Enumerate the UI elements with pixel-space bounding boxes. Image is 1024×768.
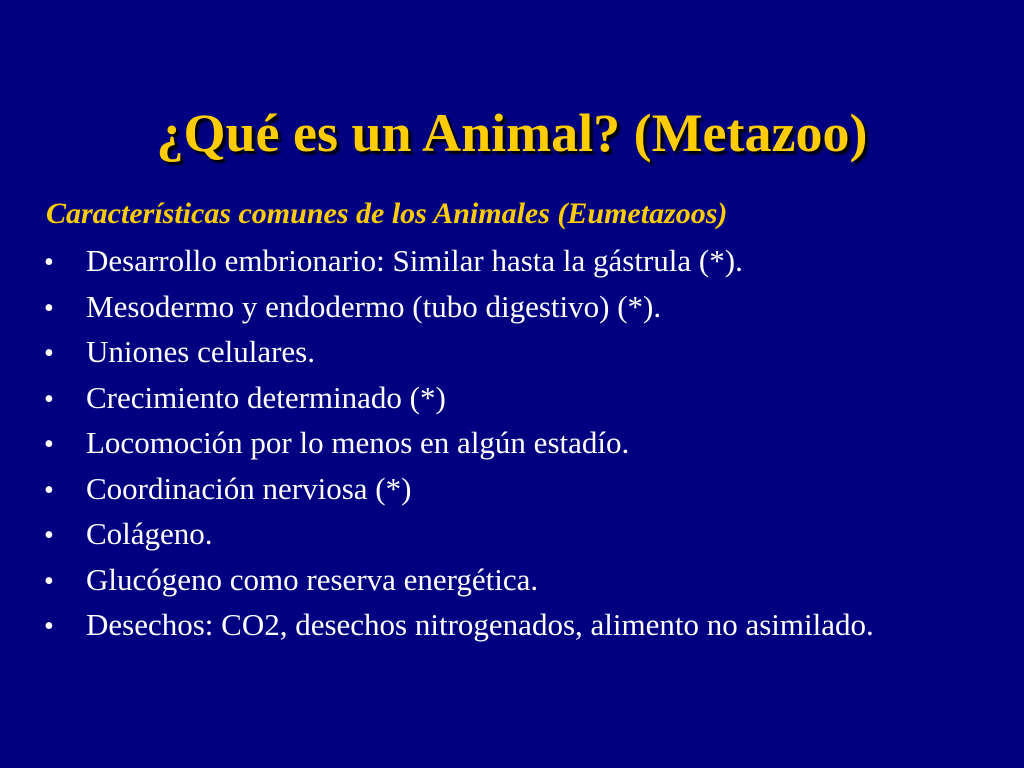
bullet-text: Glucógeno como reserva energética.: [86, 561, 539, 597]
bullet-text: Coordinación nerviosa (*): [86, 470, 412, 506]
bullet-icon: •: [44, 338, 54, 369]
bullet-item: [44, 375, 874, 421]
bullet-text: Crecimiento determinado (*): [86, 379, 446, 415]
bullet-item: [44, 329, 874, 375]
slide-subtitle: Características comunes de los Animales (Eumetazoos): [46, 197, 728, 230]
bullet-icon: •: [44, 611, 54, 642]
bullet-text: Locomoción por lo menos en algún estadío.: [86, 425, 630, 460]
bullet-text: Uniones celulares.: [86, 334, 315, 369]
bullet-icon: •: [44, 520, 54, 551]
bullet-icon: •: [44, 383, 54, 415]
bullet-list: [44, 238, 874, 648]
bullet-item: [44, 238, 874, 284]
bullet-icon: •: [44, 474, 54, 506]
bullet-item: [44, 557, 874, 603]
bullet-item: [44, 420, 874, 466]
bullet-text: Desechos: CO2, desechos nitrogenados, alimento no asimilado.: [86, 607, 874, 642]
bullet-item: [44, 511, 874, 557]
slide-title: ¿Qué es un Animal? (Metazoo): [156, 103, 868, 163]
bullet-icon: •: [44, 247, 54, 278]
bullet-text: Colágeno.: [86, 516, 213, 551]
bullet-text: Mesodermo y endodermo (tubo digestivo) (*).: [86, 288, 662, 324]
bullet-item: [44, 602, 874, 648]
bullet-text: Desarrollo embrionario: Similar hasta la gástrula (*).: [86, 243, 743, 278]
bullet-icon: •: [44, 565, 54, 597]
bullet-item: [44, 466, 874, 512]
bullet-item: [44, 284, 874, 330]
bullet-icon: •: [44, 429, 54, 460]
bullet-icon: •: [44, 292, 54, 324]
